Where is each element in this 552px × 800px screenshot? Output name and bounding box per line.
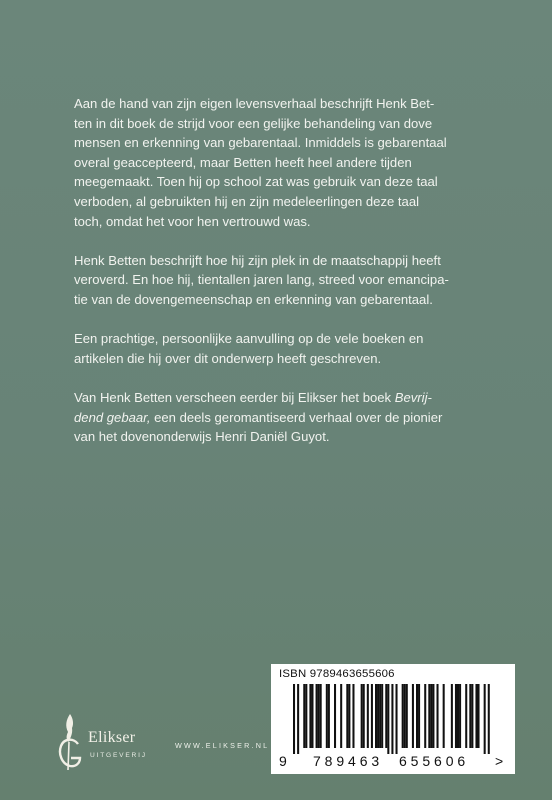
barcode-bar: [340, 684, 342, 748]
barcode-bar: [396, 684, 398, 754]
barcode-bar: [406, 684, 408, 748]
quill-g-icon: [54, 712, 88, 774]
barcode-bar: [348, 684, 350, 748]
barcode-bar: [367, 684, 369, 748]
barcode-bar: [416, 684, 418, 748]
barcode-bar: [385, 684, 387, 748]
barcode-bar: [328, 684, 330, 748]
barcode-bar: [465, 684, 467, 748]
barcode-digit-right: 6 5 5 6 0 6: [399, 753, 466, 769]
barcode-bar: [293, 684, 295, 754]
barcode-bar: [412, 684, 414, 748]
barcode-bar: [371, 684, 373, 748]
blurb-paragraph-1: Aan de hand van zijn eigen levensverhaal beschrijft Henk Bet- ten in dit boek de strijd voor een gelijke behandeling van dove mensen en erkenning van gebarentaal. Inmiddels is gebarentaal overal geaccepteerd, maar Betten heeft heel andere tijden meegemaakt. Toen hij op school zat was gebruik van deze taal verboden, al gebruikten hij en zijn medeleerlingen deze taal toch, omdat het voor hen vertrouwd was.: [74, 96, 447, 229]
blurb-paragraph-2: Henk Betten beschrijft hoe hij zijn plek in de maatschappij heeft veroverd. En hoe hij, tientallen jaren lang, streed voor emancipa- tie van de dovengemeenschap en erkenning van gebarentaal.: [74, 252, 449, 307]
barcode-bar: [459, 684, 461, 748]
publisher-subtitle: UITGEVERIJ: [90, 752, 147, 759]
barcode-bar: [418, 684, 420, 748]
blurb-text: [74, 94, 484, 466]
barcode-bar: [437, 684, 439, 748]
barcode-bar: [443, 684, 445, 748]
barcode-bar: [309, 684, 311, 748]
barcode-bars: [293, 684, 490, 754]
barcode-bar: [471, 684, 473, 748]
blurb-paragraph-4: [74, 388, 484, 447]
barcode-bar: [318, 684, 320, 748]
barcode-bar: [404, 684, 406, 748]
blurb-p4-start: Van Henk Betten verscheen eerder bij Elikser het boek: [74, 389, 395, 405]
barcode-bar: [377, 684, 379, 748]
barcode-bar: [455, 684, 457, 748]
barcode-bar: [432, 684, 434, 748]
publisher-name: Elikser: [88, 729, 136, 746]
barcode-bar: [379, 684, 381, 748]
barcode-bar: [352, 684, 354, 748]
barcode-bar: [387, 684, 389, 754]
barcode-bar: [451, 684, 453, 748]
barcode-bar: [469, 684, 471, 748]
barcode-bar: [326, 684, 328, 748]
barcode-bar: [457, 684, 459, 748]
publisher-website: WWW.ELIKSER.NL: [175, 741, 270, 750]
barcode-bar: [361, 684, 363, 748]
barcode-bar: [363, 684, 365, 748]
barcode-bar: [334, 684, 336, 748]
barcode-quiet-marker: >: [495, 753, 504, 769]
barcode-bar: [346, 684, 348, 748]
barcode-panel: [271, 664, 515, 774]
barcode-bar: [402, 684, 404, 748]
barcode-bar: [488, 684, 490, 754]
blurb-paragraph-3: Een prachtige, persoonlijke aanvulling op de vele boeken en artikelen die hij over dit onderwerp heeft geschreven.: [74, 331, 424, 366]
previous-book-title: Bevrij- dend gebaar,: [74, 389, 432, 425]
barcode-bar: [316, 684, 318, 748]
barcode-image: [279, 684, 507, 770]
barcode-bar: [424, 684, 426, 748]
isbn-label: ISBN 9789463655606: [279, 668, 395, 680]
barcode-bar: [478, 684, 480, 748]
barcode-bar: [297, 684, 299, 754]
barcode-bar: [391, 684, 393, 754]
barcode-bar: [475, 684, 477, 748]
publisher-logo: [54, 712, 174, 774]
barcode-bar: [311, 684, 313, 748]
barcode-bar: [484, 684, 486, 754]
barcode-bar: [430, 684, 432, 748]
barcode-digit-first: 9: [279, 753, 287, 769]
barcode-bar: [428, 684, 430, 748]
blurb-p4-end: een deels geromantiseerd verhaal over de pionier van het dovenonderwijs Henri Daniël Guyot.: [74, 409, 443, 445]
barcode-digit-left: 7 8 9 4 6 3: [313, 753, 380, 769]
barcode-bar: [303, 684, 305, 748]
barcode-bar: [320, 684, 322, 748]
barcode-bar: [375, 684, 377, 748]
barcode-bar: [381, 684, 383, 748]
barcode-bar: [305, 684, 307, 748]
